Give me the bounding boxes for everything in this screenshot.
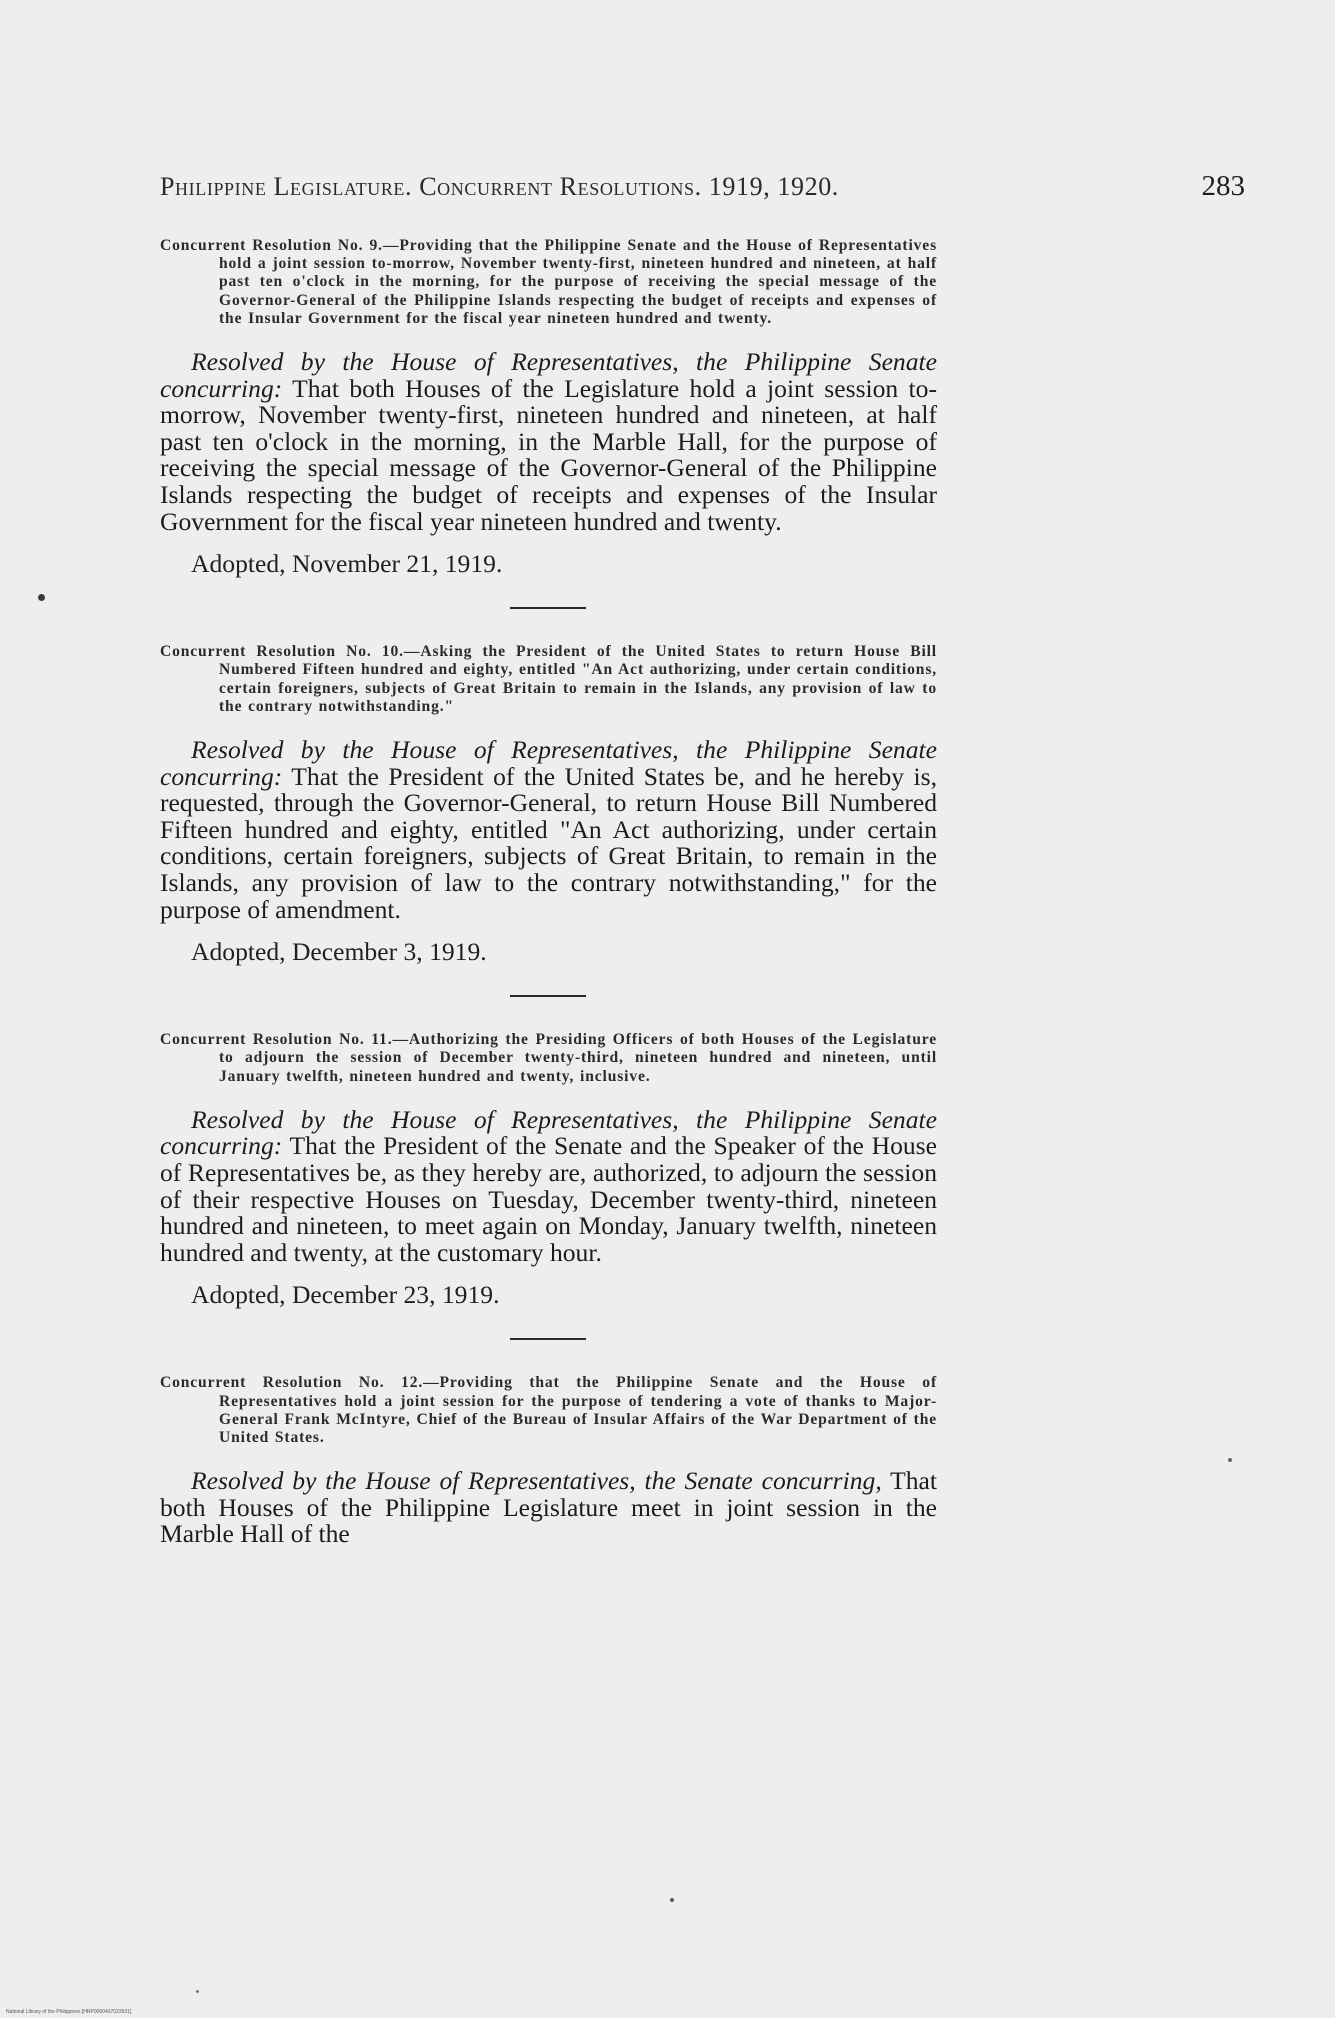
scan-footer-tag: National Library of the Philippines [HRP0000437023531]	[6, 2009, 132, 2015]
page-content	[160, 237, 937, 1548]
resolved-clause: Resolved by the House of Representatives, the Philippine Senate concurring:	[160, 347, 937, 403]
resolution-caption: Concurrent Resolution No. 9.—Providing that the Philippine Senate and the House of Representatives hold a joint session to-morrow, November twenty-first, nineteen hundred and nineteen, at half past ten o'clock in the morning, for the purpose of receiving the special message of the Governor-General of the Philippine Islands respecting the budget of receipts and expenses of the Insular Government for the fiscal year nineteen hundred and twenty.	[160, 237, 937, 327]
resolution-body: That the President of the United States be, and he hereby is, requested, through the Governor-General, to return House Bill Numbered Fifteen hundred and eighty, entitled "An Act authorizing, under certain conditions, certain foreigners, subjects of Great Britain, to remain in the Islands, any provision of law to the contrary notwithstanding," for the purpose of amendment.	[160, 761, 937, 924]
running-head	[160, 172, 1245, 212]
resolution-10	[160, 643, 937, 966]
resolved-clause: Resolved by the House of Representatives, the Philippine Senate concurring:	[160, 734, 937, 791]
resolution-11	[160, 1031, 937, 1309]
resolution-body: That both Houses of the Legislature hold a joint session to-morrow, November twenty-first, nineteen hundred and nineteen, at half past ten o'clock in the morning, in the Marble Hall, for the purpose of receiving the special message of the Governor-General of the Philippine Islands respecting the budget of receipts and expenses of the Insular Government for the fiscal year nineteen hundred and twenty.	[160, 373, 937, 536]
resolution-body: That both Houses of the Philippine Legislature meet in joint session in the Marble Hall of the	[160, 1466, 937, 1549]
resolution-text	[160, 1468, 937, 1548]
resolution-9	[160, 237, 937, 578]
resolution-text	[160, 734, 937, 924]
resolved-clause: Resolved by the House of Representatives, the Philippine Senate concurring:	[160, 1104, 937, 1161]
resolution-caption: Concurrent Resolution No. 10.—Asking the President of the United States to return House Bill Numbered Fifteen hundred and eighty, entitled "An Act authorizing, under certain conditions, certain foreigners, subjects of Great Britain to remain in the Islands, any provision of law to the contrary notwithstanding."	[160, 643, 937, 715]
resolution-text	[160, 1104, 937, 1267]
section-divider	[510, 995, 586, 997]
running-title: Philippine Legislature. Concurrent Resolutions. 1919, 1920.	[160, 172, 839, 201]
resolution-caption: Concurrent Resolution No. 12.—Providing that the Philippine Senate and the House of Representatives hold a joint session for the purpose of tendering a vote of thanks to Major-General Frank McIntyre, Chief of the Bureau of Insular Affairs of the War Department of the United States.	[160, 1374, 937, 1446]
resolution-caption: Concurrent Resolution No. 11.—Authorizing the Presiding Officers of both Houses of the Legislature to adjourn the session of December twenty-third, nineteen hundred and nineteen, until January twelfth, nineteen hundred and twenty, inclusive.	[160, 1031, 937, 1085]
section-divider	[510, 1338, 586, 1340]
scan-speck	[196, 1990, 199, 1993]
scan-speck	[38, 594, 45, 601]
resolved-clause: Resolved by the House of Representatives, the Senate concurring,	[191, 1466, 882, 1496]
adopted-date: Adopted, December 23, 1919.	[191, 1280, 500, 1310]
adopted-date: Adopted, December 3, 1919.	[191, 937, 487, 967]
resolution-12	[160, 1374, 937, 1548]
page-number: 283	[1201, 170, 1245, 202]
section-divider	[510, 607, 586, 609]
scan-speck	[1228, 1458, 1232, 1462]
resolution-body: That the President of the Senate and the Speaker of the House of Representatives be, as they hereby are, authorized, to adjourn the session of their respective Houses on Tuesday, December twenty-third, nineteen hundred and nineteen, to meet again on Monday, January twelfth, nineteen hundred and twenty, at the customary hour.	[160, 1131, 937, 1267]
resolution-text	[160, 349, 937, 535]
scan-speck	[670, 1898, 674, 1902]
adopted-date: Adopted, November 21, 1919.	[191, 549, 503, 579]
